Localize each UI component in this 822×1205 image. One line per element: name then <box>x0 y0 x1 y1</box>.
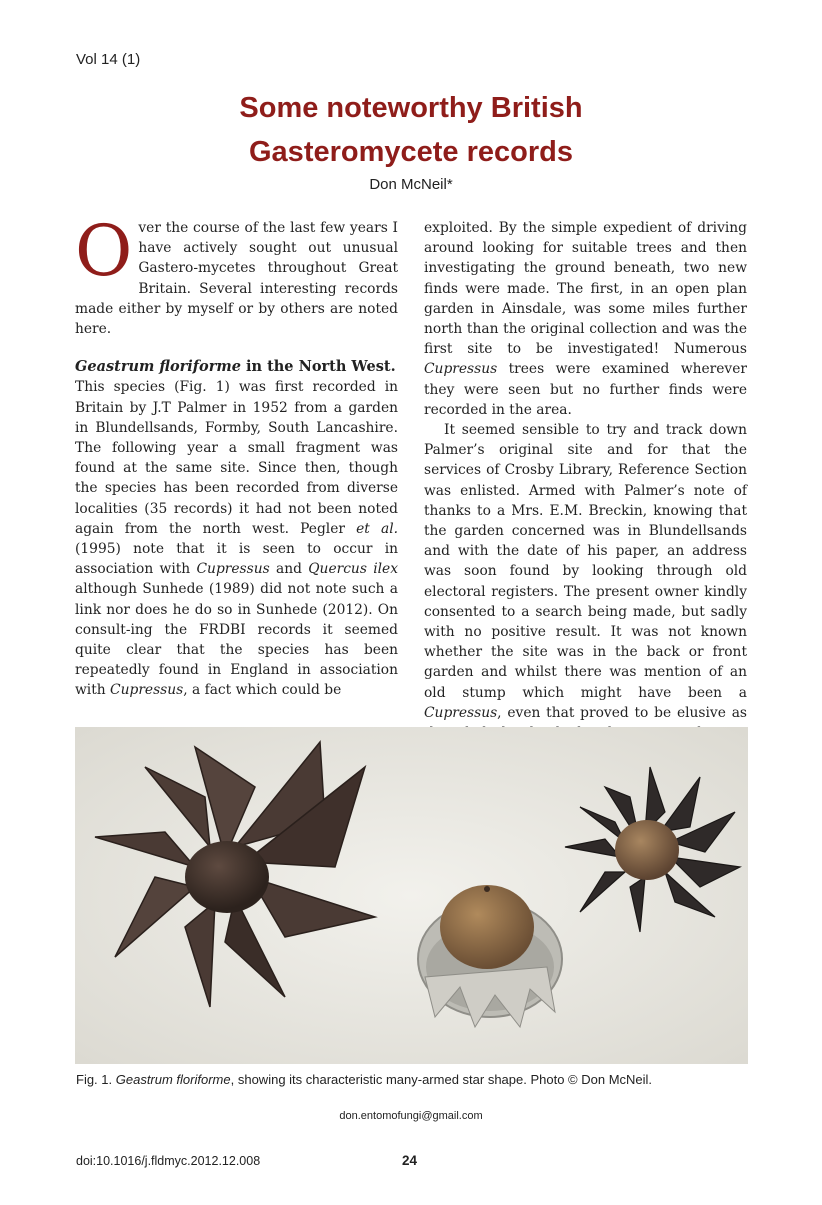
drop-cap: O <box>75 210 133 292</box>
intro-paragraph <box>75 210 398 339</box>
p1-text-c: and <box>269 561 309 578</box>
section-heading <box>75 357 398 377</box>
caption-prefix: Fig. 1. <box>76 1072 116 1087</box>
p1-text-e: exploited. By the simple expedient of driving around looking for suitable trees and then investigating the ground beneath, two new finds were made. The first, in an open plan garden in Ainsdale, was some miles further north than the original collection and was the first site to be investigated! Numerous <box>424 220 747 358</box>
paragraph-1-part-a <box>75 377 398 700</box>
geastrum-photo-illustration <box>75 727 748 1064</box>
caption-rest: , showing its characteristic many-armed star shape. Photo © Don McNeil. <box>230 1072 653 1087</box>
left-column <box>75 210 398 701</box>
section-heading-species: Geastrum floriforme <box>75 358 241 376</box>
p1-etal: et al. <box>356 520 398 537</box>
volume-label: Vol 14 (1) <box>76 51 141 68</box>
p1-cupressus-3: Cupressus <box>424 361 498 378</box>
page-number: 24 <box>402 1153 418 1168</box>
paragraph-1-continued <box>424 218 747 420</box>
p1-text-e: , a fact which could be <box>183 682 342 699</box>
p2-cupressus: Cupressus <box>424 704 498 721</box>
author-email: don.entomofungi@gmail.com <box>339 1110 483 1122</box>
p1-text-d: although Sunhede (1989) did not note such a link nor does he do so in Sunhede (2012). On consult-ing the FRDBI records it seemed quite clear that the species has been repeatedly found in England in association with <box>75 581 398 699</box>
p1-text-b: (1995) note that it is seen to occur in association with <box>75 541 398 578</box>
p1-quercus: Quercus ilex <box>308 561 398 578</box>
figure-photo <box>75 727 748 1064</box>
author-name: Don McNeil* <box>369 176 453 193</box>
p1-cupressus-2: Cupressus <box>110 682 184 699</box>
doi-label: doi:10.1016/j.fldmyc.2012.12.008 <box>76 1154 261 1168</box>
figure-caption <box>76 1072 652 1087</box>
small-geastrum-spore-sac <box>615 820 679 880</box>
article-title-line-1: Some noteworthy British <box>239 92 583 124</box>
p2-text-a: It seemed sensible to try and track down Palmer’s original site and for that the services of Crosby Library, Reference Section was enlisted. Armed with Palmer’s note of thanks to a Mrs. E.M. Breckin, knowing that the garden concerned was in Blundellsands and with the date of his paper, an address was soon found by looking through old electoral registers. The present owner kindly consented to a search being made, but sadly with no positive result. It was not known whether the site was in the back or front garden and whilst there was mention of an old stump which might have been a <box>424 422 747 701</box>
caption-species: Geastrum floriforme <box>115 1072 231 1087</box>
p2-text-b: , even that proved to be elusive as <box>497 704 747 721</box>
intro-text: ver the course of the last few years I have actively sought out unusual Gastero-mycetes throughout Great Britain. Several interesting records made either by myself or by others are noted here. <box>75 220 398 338</box>
p1-cupressus-1: Cupressus <box>196 561 270 578</box>
p1-text-a: This species (Fig. 1) was first recorded in Britain by J.T Palmer in 1952 from a garden in Blundellsands, Formby, South Lancashire. The following year a small fragment was found at the same site. Since then, though the species has been recorded from diverse localities (35 records) it had not been noted again from the north west. Pegler <box>75 379 398 537</box>
article-title-line-2: Gasteromycete records <box>249 136 573 168</box>
large-geastrum-spore-sac <box>185 841 269 913</box>
section-heading-rest: in the North West. <box>240 358 396 376</box>
p1-text-f: trees were examined wherever they were seen but no further finds were recorded in the area. <box>424 361 747 418</box>
